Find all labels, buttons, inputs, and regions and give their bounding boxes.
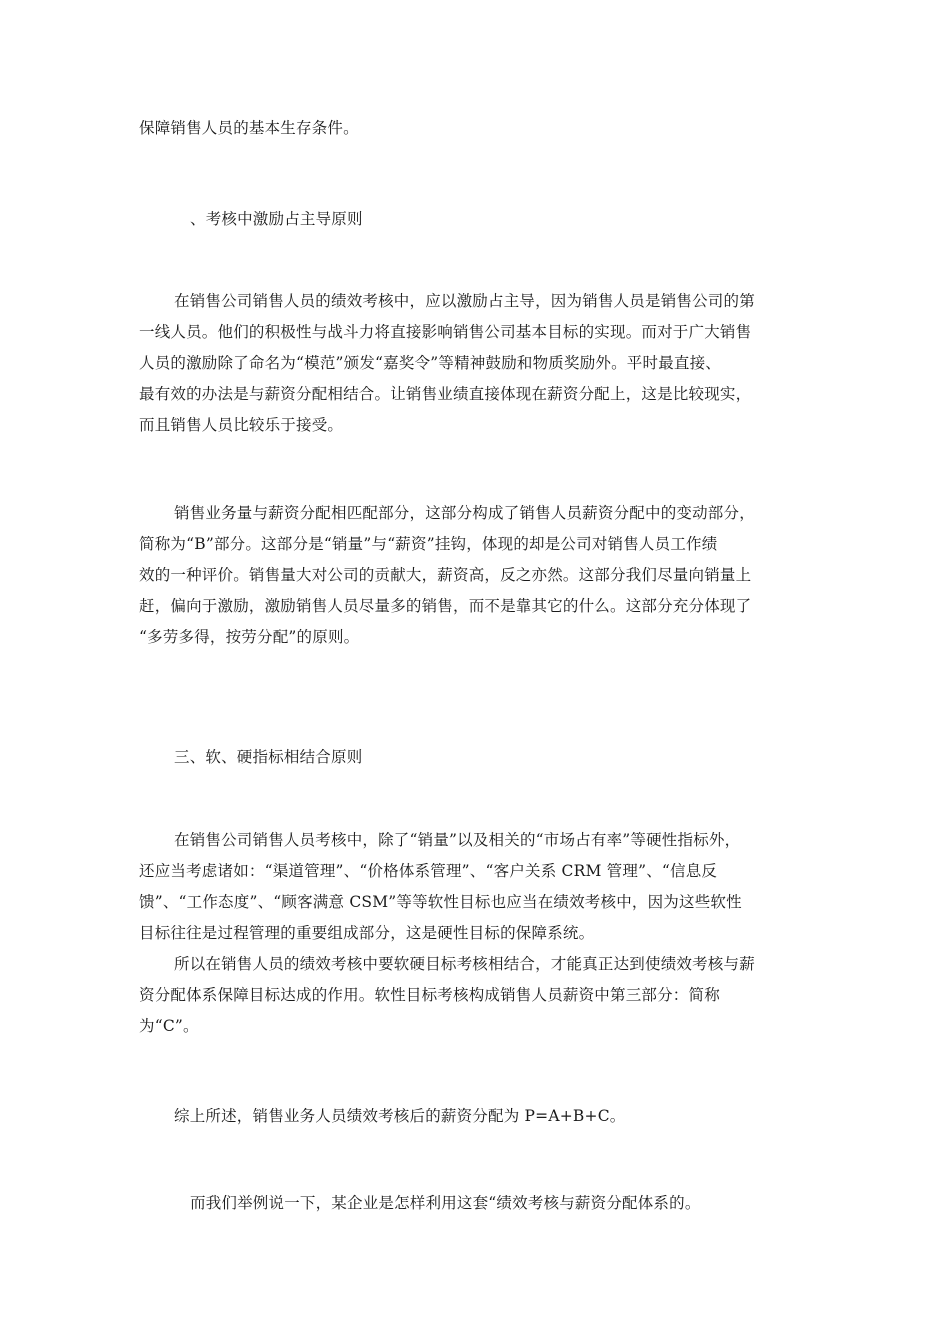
paragraph-line: 销售业务量与薪资分配相匹配部分，这部分构成了销售人员薪资分配中的变动部分， <box>174 504 755 522</box>
paragraph-line: 而且销售人员比较乐于接受。 <box>139 416 344 434</box>
paragraph-line: “多劳多得，按劳分配”的原则。 <box>139 628 360 646</box>
paragraph-line: 为“C”。 <box>139 1017 199 1035</box>
paragraph-line: 简称为“B”部分。这部分是“销量”与“薪资”挂钩，体现的却是公司对销售人员工作绩 <box>139 535 718 553</box>
paragraph-line: 效的一种评价。销售量大对公司的贡献大，薪资高，反之亦然。这部分我们尽量向销量上 <box>139 566 752 584</box>
paragraph-line: 所以在销售人员的绩效考核中要软硬目标考核相结合，才能真正达到使绩效考核与薪 <box>174 955 755 973</box>
paragraph-line: 在销售公司销售人员的绩效考核中，应以激励占主导，因为销售人员是销售公司的第 <box>174 292 755 310</box>
summary-line: 综上所述，销售业务人员绩效考核后的薪资分配为 P=A+B+C。 <box>174 1107 626 1125</box>
section-heading-soft-hard: 三、软、硬指标相结合原则 <box>174 748 363 766</box>
paragraph-line: 一线人员。他们的积极性与战斗力将直接影响销售公司基本目标的实现。而对于广大销售 <box>139 323 752 341</box>
paragraph-line: 馈”、“工作态度”、“顾客满意 CSM”等等软性目标也应当在绩效考核中，因为这些软性 <box>139 893 742 911</box>
paragraph-line: 目标往往是过程管理的重要组成部分，这是硬性目标的保障系统。 <box>139 924 595 942</box>
paragraph-line: 人员的激励除了命名为“模范”颁发“嘉奖令”等精神鼓励和物质奖励外。平时最直接、 <box>139 354 721 372</box>
paragraph-combination <box>139 949 829 1042</box>
paragraph-line: 最有效的办法是与薪资分配相结合。让销售业绩直接体现在薪资分配上，这是比较现实， <box>139 385 752 403</box>
example-line: 而我们举例说一下，某企业是怎样利用这套“绩效考核与薪资分配体系的。 <box>190 1194 701 1212</box>
paragraph-variable-pay <box>139 498 829 653</box>
text-line-top: 保障销售人员的基本生存条件。 <box>139 119 359 137</box>
paragraph-line: 资分配体系保障目标达成的作用。软性目标考核构成销售人员薪资中第三部分：简称 <box>139 986 720 1004</box>
paragraph-line: 还应当考虑诸如：“渠道管理”、“价格体系管理”、“客户关系 CRM 管理”、“信息反 <box>139 862 718 880</box>
paragraph-line: 赶，偏向于激励，激励销售人员尽量多的销售，而不是靠其它的什么。这部分充分体现了 <box>139 597 752 615</box>
section-heading-incentive: 、考核中激励占主导原则 <box>190 210 363 228</box>
paragraph-line: 在销售公司销售人员考核中，除了“销量”以及相关的“市场占有率”等硬性指标外， <box>174 831 741 849</box>
paragraph-soft-hard <box>139 825 829 949</box>
paragraph-incentive <box>139 286 829 441</box>
